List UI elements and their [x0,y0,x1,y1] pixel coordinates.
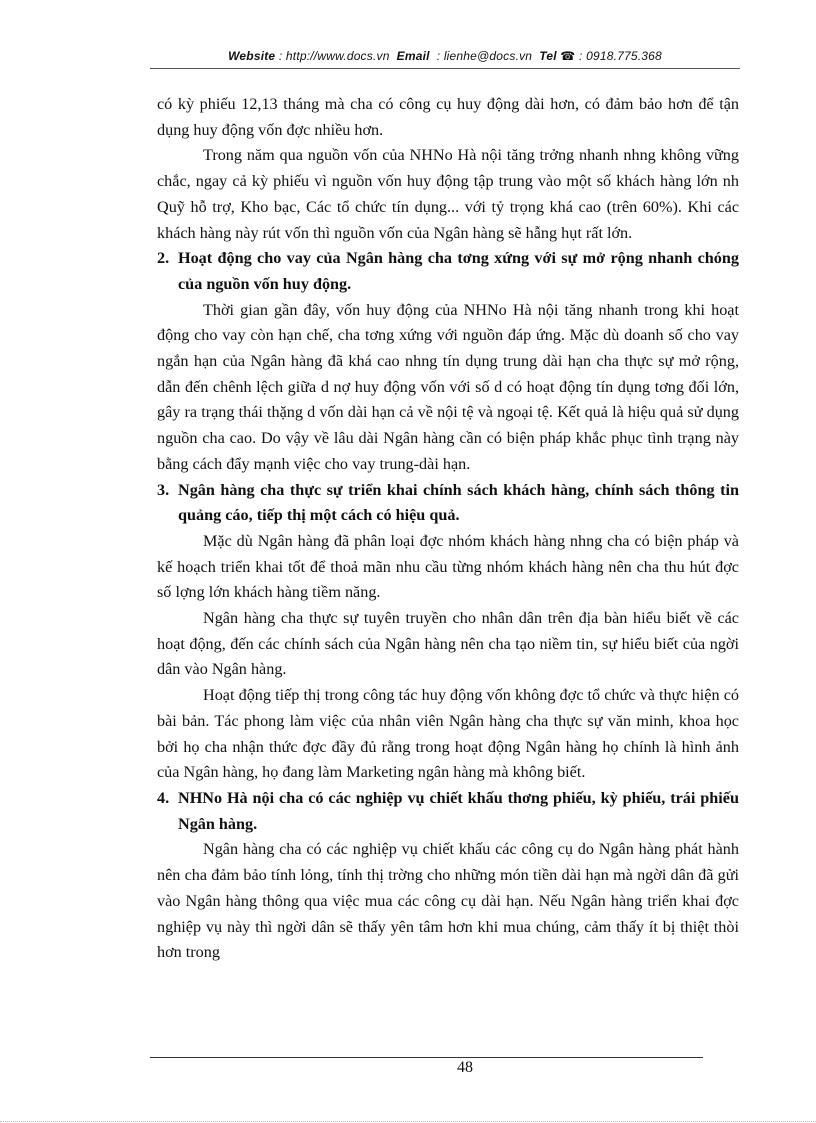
footer-divider [150,1057,703,1058]
section-heading-text: Hoạt động cho vay của Ngân hàng cha tơng xứng với sự mở rộng nhanh chóng của nguồn vốn huy động. [178,249,739,293]
tel-value: : 0918.775.368 [579,49,662,63]
tel-label: Tel ☎ [539,49,576,63]
section-heading [157,786,739,837]
header-divider [150,68,740,69]
page-header [150,49,740,63]
body-paragraph: Trong năm qua nguồn vốn của NHNo Hà nội tăng trởng nhanh nhng không vững chắc, ngay cả kỳ phiếu vì nguồn vốn huy động tập trung vào một số khách hàng lớn nh Quỹ hỗ trợ, Kho bạc, Các tổ chức tín dụng... với tỷ trọng khá cao (trên 60%). Khi các khách hàng này rút vốn thì nguồn vốn của Ngân hàng sẽ hẫng hụt rất lớn. [157,146,739,242]
page-number: 48 [457,1059,473,1076]
body-paragraph: Ngân hàng cha có các nghiệp vụ chiết khấu các công cụ do Ngân hàng phát hành nên cha đảm bảo tính lỏng, tính thị trờng cho những món tiền dài hạn mà ngời dân đã gửi vào Ngân hàng thông qua việc mua các công cụ dài hạn. Nếu Ngân hàng triển khai đợc nghiệp vụ này thì ngời dân sẽ thấy yên tâm hơn khi mua chúng, cảm thấy ít bị thiệt thòi hơn trong [157,840,739,962]
section-number: 2. [157,249,170,268]
email-label: Email [396,49,430,63]
email-value: : lienhe@docs.vn [436,49,533,63]
section-heading [157,478,739,529]
section-heading-text: Ngân hàng cha thực sự triển khai chính sách khách hàng, chính sách thông tin quảng cáo, tiếp thị một cách có hiệu quả. [178,480,739,525]
body-paragraph: có kỳ phiếu 12,13 tháng mà cha có công cụ huy động dài hơn, có đảm bảo hơn để tận dụng huy động vốn đợc nhiều hơn. [157,95,739,139]
section-heading-text: NHNo Hà nội cha có các nghiệp vụ chiết khấu thơng phiếu, kỳ phiếu, trái phiếu Ngân hàng. [178,788,739,833]
body-paragraph: Mặc dù Ngân hàng đã phân loại đợc nhóm khách hàng nhng cha có biện pháp và kế hoạch triển khai tốt để thoả mãn nhu cầu từng nhóm khách hàng nên cha thu hút đợc số lợng lớn khách hàng tiềm năng. [157,531,739,602]
page-edge-divider [0,1121,816,1122]
body-paragraph: Hoạt động tiếp thị trong công tác huy động vốn không đợc tổ chức và thực hiện có bài bản. Tác phong làm việc của nhân viên Ngân hàng cha thực sự văn minh, khoa học bởi họ cha nhận thức đợc đầy đủ rằng trong hoạt động Ngân hàng họ chính là hình ảnh của Ngân hàng, họ đang làm Marketing ngân hàng mà không biết. [157,686,739,782]
website-label: Website [228,49,276,63]
section-number: 4. [157,788,170,807]
website-value: : http://www.docs.vn [278,49,390,63]
document-body [157,92,739,966]
section-number: 3. [157,480,170,499]
body-paragraph: Ngân hàng cha thực sự tuyên truyền cho nhân dân trên địa bàn hiểu biết về các hoạt động, đến các chính sách của Ngân hàng nên cha tạo niềm tin, sự hiểu biết của ngời dân vào Ngân hàng. [157,609,739,679]
section-heading [157,246,739,297]
body-paragraph: Thời gian gần đây, vốn huy động của NHNo Hà nội tăng nhanh trong khi hoạt động cho vay còn hạn chế, cha tơng xứng với nguồn đáp ứng. Mặc dù doanh số cho vay ngắn hạn của Ngân hàng đã khá cao nhng tín dụng trung dài hạn cha thực sự mở rộng, dẫn đến chênh lệch giữa d nợ huy động vốn với số d có hoạt động tín dụng tơng đối lớn, gây ra trạng thái thặng d vốn dài hạn cả về nội tệ và ngoại tệ. Kết quả là hiệu quả sử dụng nguồn cha cao. Do vậy về lâu dài Ngân hàng cần có biện pháp khắc phục tình trạng này bằng cách đẩy mạnh việc cho vay trung-dài hạn. [157,300,739,473]
